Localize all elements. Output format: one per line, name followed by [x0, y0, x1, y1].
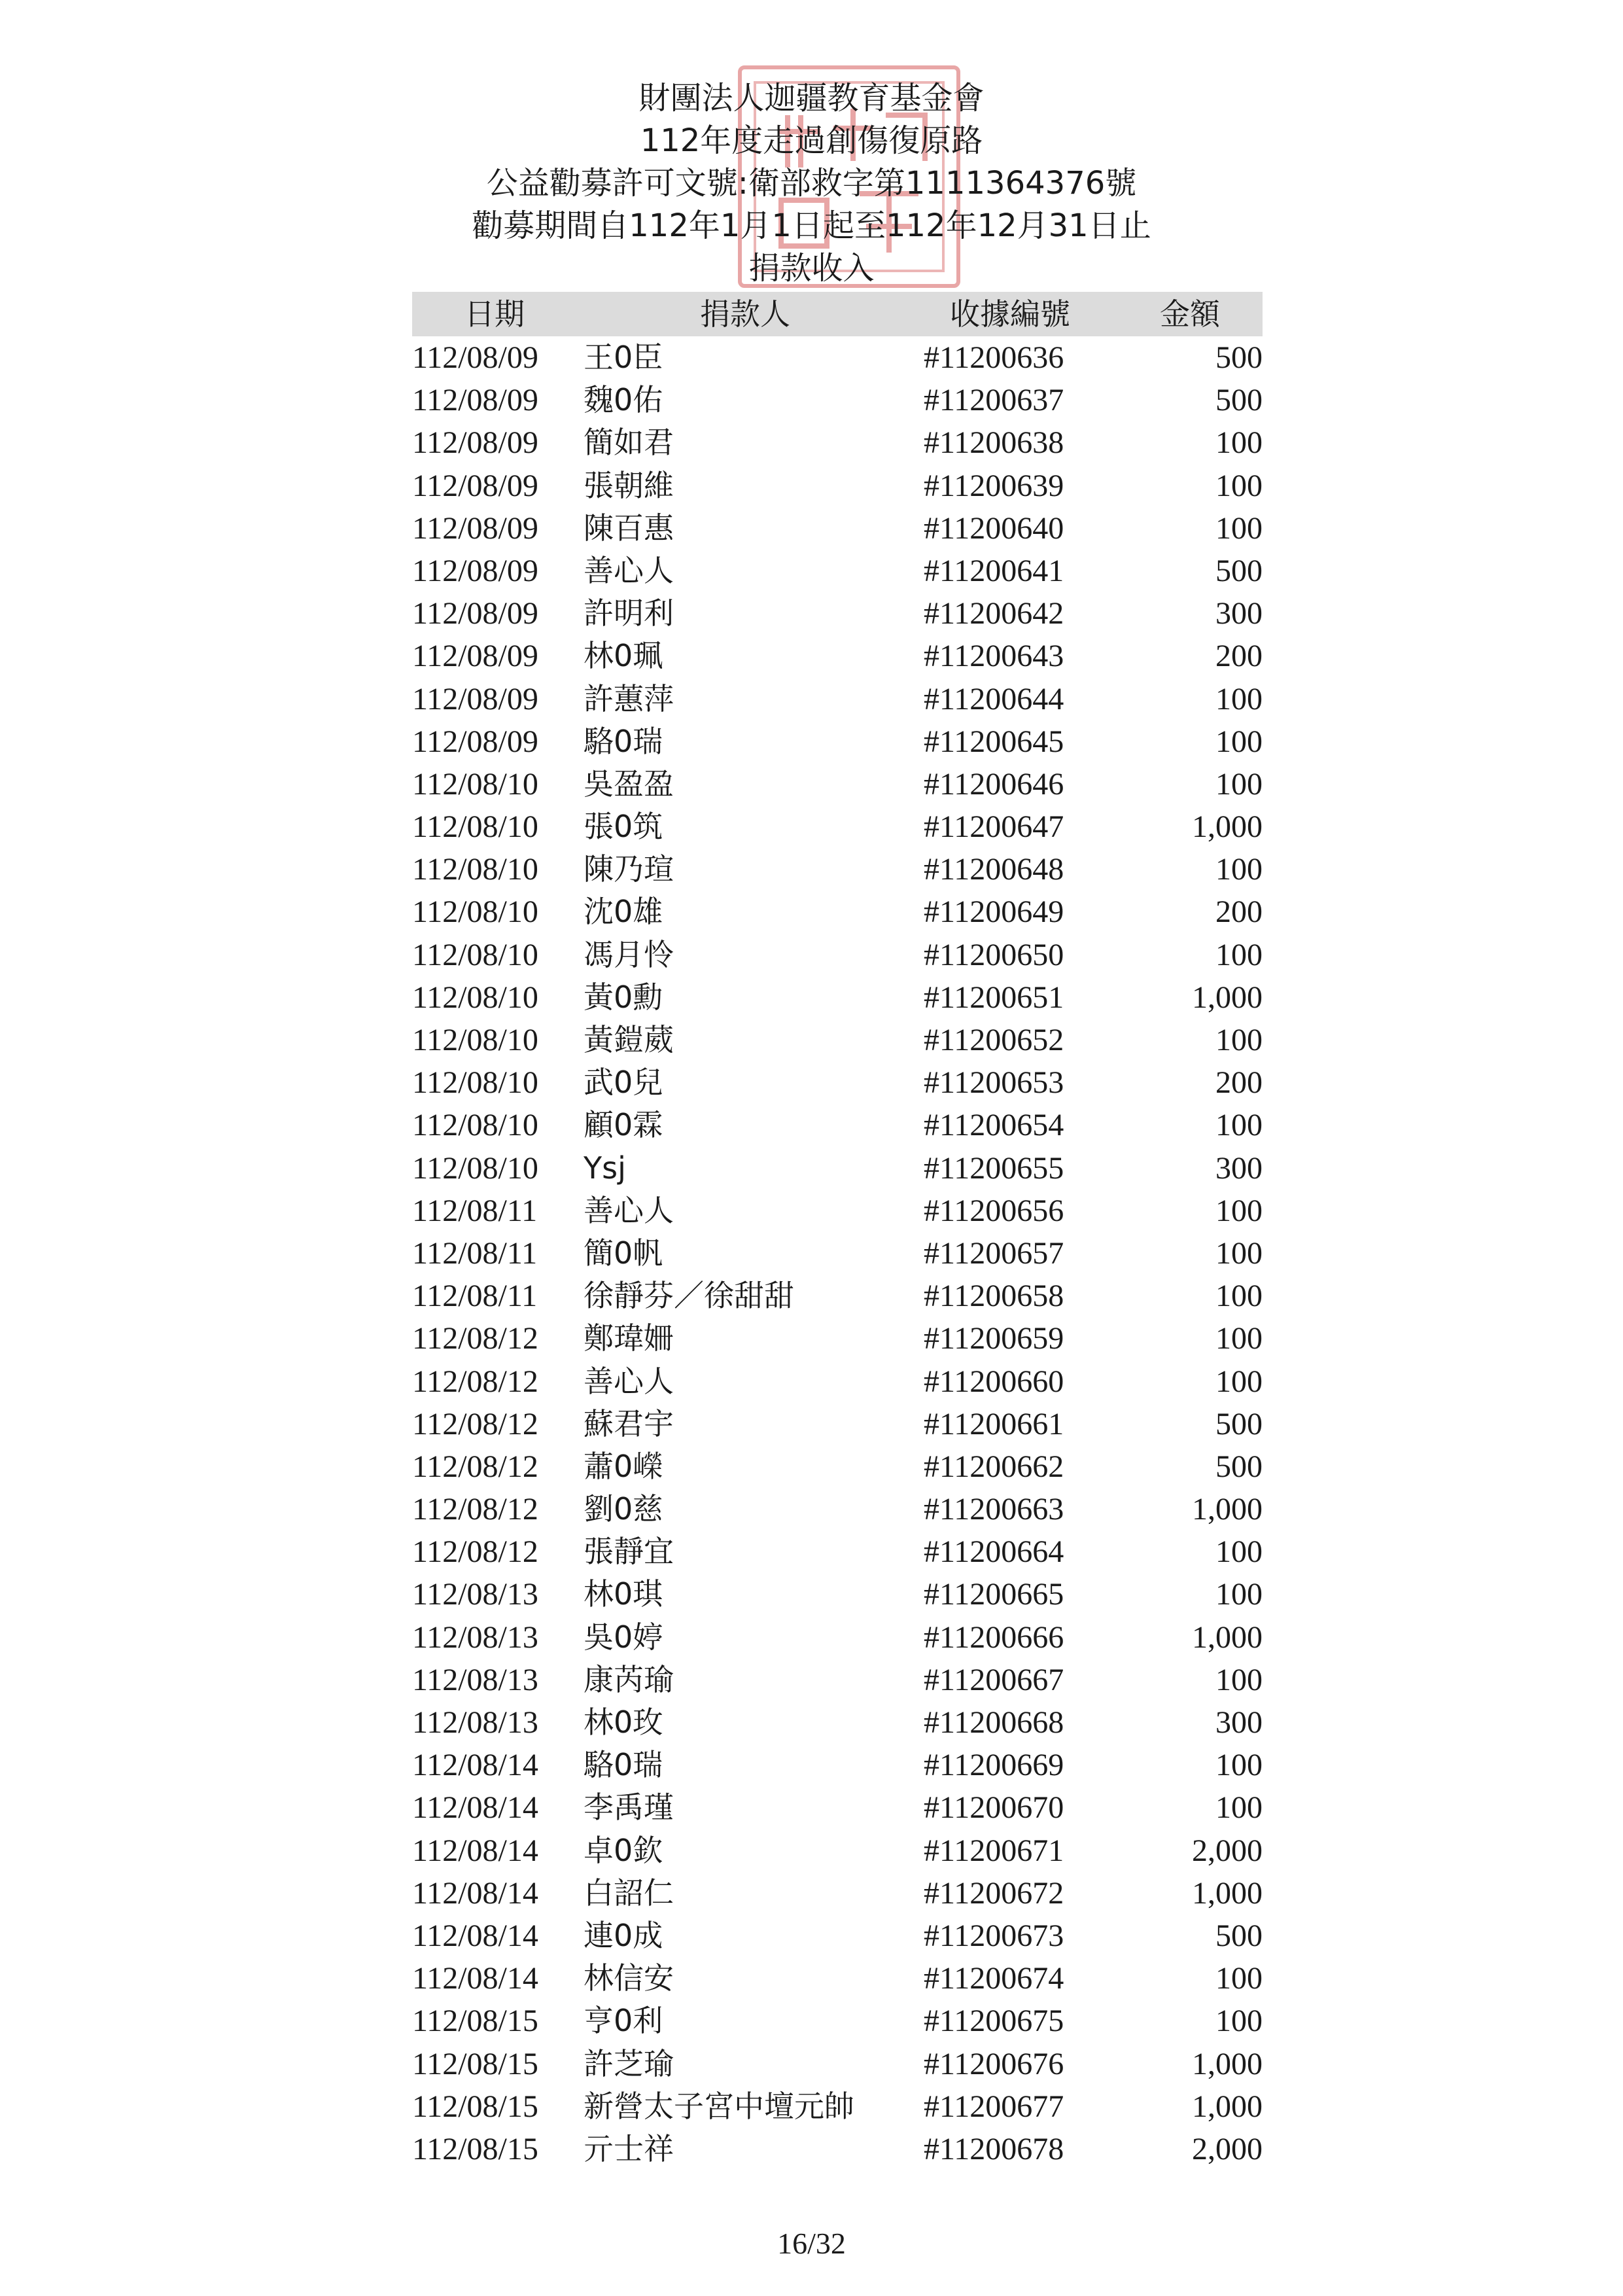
row-date: 112/08/09 — [412, 724, 538, 759]
row-amount: 100 — [1215, 852, 1263, 887]
row-receipt: #11200649 — [924, 894, 1064, 930]
row-donor: 張靜宜 — [584, 1534, 674, 1570]
table-row — [412, 2043, 1263, 2085]
row-date: 112/08/12 — [412, 1406, 538, 1441]
table-row — [412, 1659, 1263, 1701]
table-row — [412, 465, 1263, 507]
row-receipt: #11200675 — [924, 2004, 1064, 2039]
row-date: 112/08/15 — [412, 2131, 538, 2166]
row-receipt: #11200657 — [924, 1235, 1064, 1271]
row-receipt: #11200659 — [924, 1321, 1064, 1356]
row-receipt: #11200639 — [924, 468, 1064, 503]
org-name: 財團法人迦疆教育基金會 — [638, 80, 985, 116]
row-date: 112/08/09 — [412, 425, 538, 461]
permit-number: 公益勸募許可文號:衛部救字第1111364376號 — [486, 165, 1137, 202]
row-receipt: #11200651 — [924, 980, 1064, 1015]
row-date: 112/08/12 — [412, 1534, 538, 1570]
row-donor: 李禹瑾 — [584, 1790, 674, 1826]
row-donor: 善心人 — [584, 552, 674, 588]
row-date: 112/08/13 — [412, 1577, 538, 1612]
row-donor: Ysj — [584, 1150, 626, 1186]
table-row — [412, 1829, 1263, 1872]
row-date: 112/08/09 — [412, 681, 538, 716]
row-amount: 100 — [1215, 937, 1263, 972]
row-receipt: #11200667 — [924, 1662, 1064, 1697]
table-row — [412, 1019, 1263, 1061]
row-amount: 200 — [1215, 639, 1263, 674]
row-donor: 劉0慈 — [584, 1491, 663, 1527]
row-donor: 許蕙萍 — [584, 680, 674, 716]
row-receipt: #11200636 — [924, 340, 1064, 375]
row-date: 112/08/14 — [412, 1790, 538, 1826]
table-row — [412, 1744, 1263, 1786]
row-date: 112/08/09 — [412, 596, 538, 631]
row-receipt: #11200674 — [924, 1961, 1064, 1996]
row-donor: 蕭0嶸 — [584, 1448, 663, 1484]
row-receipt: #11200673 — [924, 1918, 1064, 1953]
row-amount: 100 — [1215, 1961, 1263, 1996]
row-date: 112/08/10 — [412, 937, 538, 972]
table-row — [412, 507, 1263, 550]
row-donor: 張朝維 — [584, 467, 674, 503]
section-title: 捐款收入 — [748, 250, 875, 287]
table-row — [412, 1957, 1263, 2000]
row-receipt: #11200648 — [924, 852, 1064, 887]
row-date: 112/08/09 — [412, 639, 538, 674]
row-date: 112/08/10 — [412, 894, 538, 930]
table-row — [412, 805, 1263, 848]
table-row — [412, 421, 1263, 464]
row-date: 112/08/10 — [412, 1065, 538, 1101]
row-date: 112/08/12 — [412, 1364, 538, 1399]
row-amount: 500 — [1215, 340, 1263, 375]
row-donor: 駱0瑞 — [584, 1747, 663, 1783]
row-donor: 魏0佑 — [584, 382, 663, 418]
table-row — [412, 2085, 1263, 2128]
row-receipt: #11200640 — [924, 510, 1064, 546]
table-row — [412, 1786, 1263, 1829]
row-donor: 簡如君 — [584, 425, 674, 461]
page-number: 16/32 — [777, 2227, 846, 2260]
row-receipt: #11200671 — [924, 1833, 1064, 1868]
row-receipt: #11200668 — [924, 1705, 1064, 1740]
row-donor: 張0筑 — [584, 809, 663, 845]
row-amount: 100 — [1215, 681, 1263, 716]
row-date: 112/08/10 — [412, 766, 538, 802]
row-donor: 武0兒 — [584, 1065, 663, 1101]
program-title: 112年度走過創傷復原路 — [640, 122, 983, 159]
table-row — [412, 1061, 1263, 1104]
fundraising-period: 勸募期間自112年1月1日起至112年12月31日止 — [472, 207, 1151, 244]
row-date: 112/08/10 — [412, 1108, 538, 1143]
table-row — [412, 976, 1263, 1019]
row-date: 112/08/10 — [412, 852, 538, 887]
row-donor: 林信安 — [584, 1960, 674, 1996]
row-amount: 100 — [1215, 1321, 1263, 1356]
table-row — [412, 379, 1263, 421]
row-donor: 善心人 — [584, 1363, 674, 1399]
row-receipt: #11200653 — [924, 1065, 1064, 1101]
table-row — [412, 763, 1263, 805]
row-date: 112/08/09 — [412, 340, 538, 375]
row-donor: 亨0利 — [584, 2003, 663, 2039]
row-date: 112/08/11 — [412, 1193, 538, 1228]
row-receipt: #11200663 — [924, 1492, 1064, 1527]
row-amount: 300 — [1215, 1705, 1263, 1740]
table-row — [412, 1147, 1263, 1190]
header-amount: 金額 — [1160, 296, 1220, 332]
row-date: 112/08/12 — [412, 1449, 538, 1484]
row-receipt: #11200650 — [924, 937, 1064, 972]
row-amount: 1,000 — [1192, 1875, 1263, 1911]
table-row — [412, 1275, 1263, 1317]
row-donor: 康芮瑜 — [584, 1661, 674, 1697]
row-receipt: #11200647 — [924, 809, 1064, 845]
table-row — [412, 592, 1263, 635]
table-row — [412, 1403, 1263, 1445]
row-amount: 100 — [1215, 510, 1263, 546]
row-amount: 100 — [1215, 1193, 1263, 1228]
row-date: 112/08/14 — [412, 1833, 538, 1868]
row-donor: 王0臣 — [584, 340, 663, 375]
row-amount: 500 — [1215, 1406, 1263, 1441]
row-date: 112/08/15 — [412, 2089, 538, 2124]
row-donor: 顧0霖 — [584, 1107, 663, 1143]
table-row — [412, 1360, 1263, 1403]
table-row — [412, 1530, 1263, 1573]
row-receipt: #11200669 — [924, 1748, 1064, 1783]
row-date: 112/08/14 — [412, 1748, 538, 1783]
row-receipt: #11200638 — [924, 425, 1064, 461]
row-amount: 200 — [1215, 894, 1263, 930]
row-date: 112/08/12 — [412, 1492, 538, 1527]
table-row — [412, 678, 1263, 720]
row-date: 112/08/13 — [412, 1705, 538, 1740]
row-donor: 吳0婷 — [584, 1619, 663, 1655]
table-row — [412, 2000, 1263, 2042]
donation-table — [412, 292, 1263, 2170]
row-receipt: #11200652 — [924, 1023, 1064, 1057]
row-donor: 林0珮 — [584, 638, 663, 674]
row-amount: 100 — [1215, 2004, 1263, 2039]
table-row — [412, 1317, 1263, 1360]
row-amount: 300 — [1215, 1150, 1263, 1186]
row-donor: 連0成 — [584, 1917, 663, 1953]
row-amount: 1,000 — [1192, 2046, 1263, 2081]
row-date: 112/08/12 — [412, 1321, 538, 1356]
table-row — [412, 1104, 1263, 1146]
table-row — [412, 848, 1263, 891]
row-receipt: #11200677 — [924, 2089, 1064, 2124]
row-amount: 1,000 — [1192, 980, 1263, 1015]
row-date: 112/08/15 — [412, 2046, 538, 2081]
row-receipt: #11200644 — [924, 681, 1064, 716]
row-date: 112/08/13 — [412, 1619, 538, 1655]
row-receipt: #11200658 — [924, 1279, 1064, 1314]
row-date: 112/08/11 — [412, 1279, 538, 1314]
row-amount: 100 — [1215, 1279, 1263, 1314]
row-amount: 100 — [1215, 1235, 1263, 1271]
row-date: 112/08/10 — [412, 1023, 538, 1057]
table-row — [412, 1190, 1263, 1232]
row-receipt: #11200672 — [924, 1875, 1064, 1911]
table-header — [412, 292, 1263, 336]
row-receipt: #11200664 — [924, 1534, 1064, 1570]
table-row — [412, 934, 1263, 976]
row-donor: 吳盈盈 — [584, 766, 674, 802]
row-donor: 馮月怜 — [584, 936, 674, 972]
row-amount: 1,000 — [1192, 809, 1263, 845]
row-date: 112/08/10 — [412, 809, 538, 845]
row-amount: 1,000 — [1192, 2089, 1263, 2124]
document-header — [0, 77, 1623, 290]
row-donor: 駱0瑞 — [584, 723, 663, 759]
row-receipt: #11200646 — [924, 766, 1064, 802]
row-donor: 蘇君宇 — [584, 1405, 674, 1441]
row-receipt: #11200670 — [924, 1790, 1064, 1826]
row-donor: 黃鎧葳 — [584, 1022, 674, 1057]
row-amount: 100 — [1215, 1748, 1263, 1783]
table-row — [412, 1573, 1263, 1616]
row-amount: 100 — [1215, 1023, 1263, 1057]
row-donor: 許明利 — [584, 595, 674, 631]
table-row — [412, 1872, 1263, 1915]
row-amount: 100 — [1215, 1577, 1263, 1612]
row-donor: 陳乃瑄 — [584, 851, 674, 887]
row-amount: 200 — [1215, 1065, 1263, 1101]
row-donor: 鄭瑋姍 — [584, 1320, 674, 1356]
header-donor: 捐款人 — [700, 296, 790, 332]
table-row — [412, 635, 1263, 677]
row-amount: 300 — [1215, 596, 1263, 631]
row-receipt: #11200678 — [924, 2131, 1064, 2166]
row-receipt: #11200642 — [924, 596, 1064, 631]
row-amount: 100 — [1215, 425, 1263, 461]
row-donor: 白詔仁 — [584, 1875, 674, 1911]
row-donor: 許芝瑜 — [584, 2045, 674, 2081]
row-receipt: #11200643 — [924, 639, 1064, 674]
row-receipt: #11200662 — [924, 1449, 1064, 1484]
header-receipt: 收據編號 — [950, 296, 1070, 332]
row-donor: 林0琪 — [584, 1576, 663, 1612]
row-amount: 2,000 — [1192, 2131, 1263, 2166]
table-row — [412, 550, 1263, 592]
table-row — [412, 1701, 1263, 1744]
row-date: 112/08/09 — [412, 468, 538, 503]
row-date: 112/08/14 — [412, 1875, 538, 1911]
row-donor: 善心人 — [584, 1192, 674, 1228]
row-date: 112/08/09 — [412, 553, 538, 588]
header-date: 日期 — [464, 296, 525, 332]
row-receipt: #11200641 — [924, 553, 1064, 588]
row-donor: 亓士祥 — [584, 2130, 674, 2166]
table-row — [412, 1616, 1263, 1659]
row-date: 112/08/10 — [412, 980, 538, 1015]
row-donor: 新營太子宮中壇元帥 — [584, 2088, 854, 2124]
row-receipt: #11200645 — [924, 724, 1064, 759]
row-receipt: #11200666 — [924, 1619, 1064, 1655]
row-date: 112/08/14 — [412, 1918, 538, 1953]
table-body — [412, 336, 1263, 2170]
row-amount: 100 — [1215, 1364, 1263, 1399]
row-amount: 100 — [1215, 468, 1263, 503]
table-row — [412, 1445, 1263, 1488]
row-amount: 100 — [1215, 1108, 1263, 1143]
row-date: 112/08/13 — [412, 1662, 538, 1697]
row-amount: 100 — [1215, 766, 1263, 802]
row-receipt: #11200660 — [924, 1364, 1064, 1399]
row-receipt: #11200656 — [924, 1193, 1064, 1228]
row-amount: 1,000 — [1192, 1492, 1263, 1527]
row-receipt: #11200661 — [924, 1406, 1064, 1441]
row-donor: 簡0帆 — [584, 1235, 663, 1271]
row-donor: 黃0勳 — [584, 979, 663, 1015]
row-date: 112/08/14 — [412, 1961, 538, 1996]
row-date: 112/08/09 — [412, 383, 538, 418]
row-receipt: #11200655 — [924, 1150, 1064, 1186]
row-amount: 100 — [1215, 1662, 1263, 1697]
row-amount: 2,000 — [1192, 1833, 1263, 1868]
row-receipt: #11200665 — [924, 1577, 1064, 1612]
table-row — [412, 1232, 1263, 1275]
row-date: 112/08/15 — [412, 2004, 538, 2039]
table-row — [412, 2128, 1263, 2170]
row-amount: 100 — [1215, 724, 1263, 759]
table-row — [412, 1488, 1263, 1530]
row-receipt: #11200637 — [924, 383, 1064, 418]
table-row — [412, 336, 1263, 379]
row-date: 112/08/10 — [412, 1150, 538, 1186]
row-receipt: #11200676 — [924, 2046, 1064, 2081]
row-receipt: #11200654 — [924, 1108, 1064, 1143]
row-amount: 500 — [1215, 553, 1263, 588]
row-amount: 100 — [1215, 1790, 1263, 1826]
row-donor: 陳百惠 — [584, 510, 674, 546]
row-donor: 沈0雄 — [584, 894, 663, 930]
row-amount: 1,000 — [1192, 1619, 1263, 1655]
row-amount: 500 — [1215, 383, 1263, 418]
row-donor: 卓0欽 — [584, 1832, 663, 1868]
row-date: 112/08/09 — [412, 510, 538, 546]
row-donor: 徐靜芬／徐甜甜 — [584, 1278, 794, 1314]
row-amount: 500 — [1215, 1918, 1263, 1953]
table-row — [412, 720, 1263, 763]
row-amount: 100 — [1215, 1534, 1263, 1570]
table-row — [412, 1915, 1263, 1957]
row-amount: 500 — [1215, 1449, 1263, 1484]
row-date: 112/08/11 — [412, 1235, 538, 1271]
row-donor: 林0玫 — [584, 1704, 663, 1740]
table-row — [412, 891, 1263, 933]
